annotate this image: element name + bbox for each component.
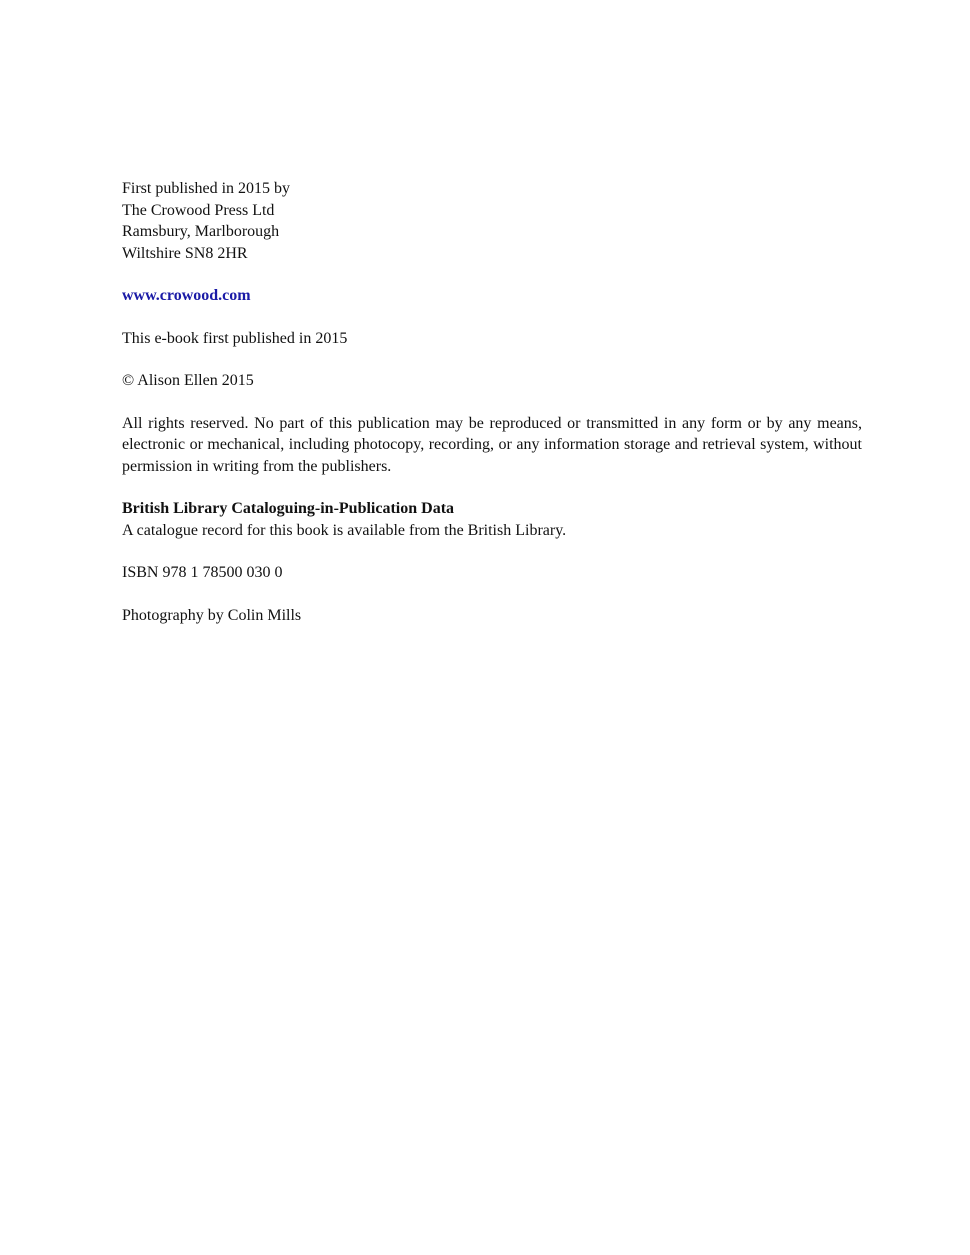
isbn-block xyxy=(122,562,862,584)
copyright-notice xyxy=(122,370,862,392)
isbn-text: ISBN 978 1 78500 030 0 xyxy=(122,564,283,581)
cip-text: A catalogue record for this book is available from the British Library. xyxy=(122,521,567,539)
photography-credit xyxy=(122,605,862,627)
ebook-note-text: This e-book first published in 2015 xyxy=(122,329,348,347)
publisher-address xyxy=(122,178,862,264)
website-block xyxy=(122,285,862,307)
publisher-line-3: Ramsbury, Marlborough xyxy=(122,223,280,240)
copyright-content xyxy=(122,178,862,647)
rights-text: All rights reserved. No part of this publication may be reproduced or transmitted in any form or by any means, electronic or mechanical, including photocopy, recording, or any information storage and retrieval system, without permission in writing from the publishers. xyxy=(122,414,862,475)
copyright-text: © Alison Ellen 2015 xyxy=(122,372,254,389)
photography-text: Photography by Colin Mills xyxy=(122,606,302,624)
publisher-line-1: First published in 2015 by xyxy=(122,180,291,197)
cip-block xyxy=(122,498,862,541)
ebook-note xyxy=(122,328,862,350)
publisher-line-4: Wiltshire SN8 2HR xyxy=(122,244,248,262)
publisher-line-2: The Crowood Press Ltd xyxy=(122,201,275,219)
website-link[interactable]: www.crowood.com xyxy=(122,287,251,304)
rights-notice xyxy=(122,413,862,478)
cip-heading: British Library Cataloguing-in-Publication Data xyxy=(122,500,455,517)
